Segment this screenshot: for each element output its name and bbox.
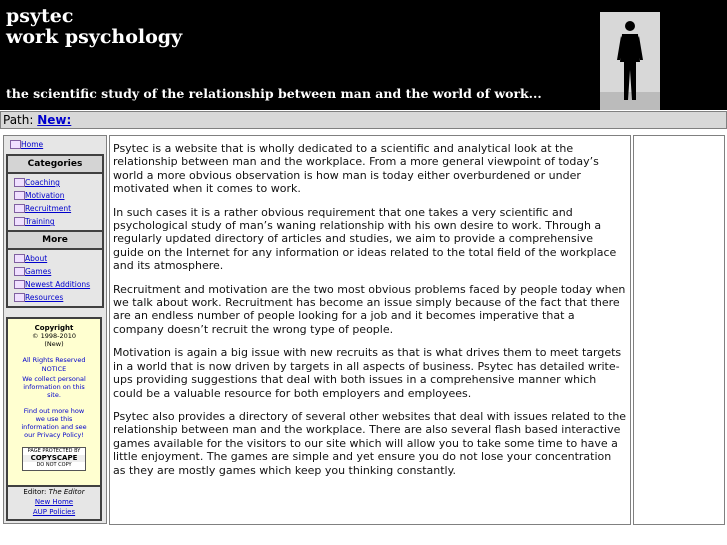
copyright-title: Copyright	[34, 324, 74, 332]
sidebar-item-about[interactable]	[8, 252, 102, 265]
badge-mid-text: COPYSCAPE	[23, 455, 85, 462]
folder-icon	[10, 140, 21, 149]
folder-icon	[14, 217, 25, 226]
editor-label: Editor:	[23, 488, 47, 496]
privacy-line-2[interactable]: Find out more how we use this information and see our Privacy Policy!	[21, 407, 87, 439]
more-list	[6, 250, 104, 308]
folder-icon	[14, 293, 25, 302]
content-paragraph: Recruitment and motivation are the two most obvious problems faced by people today when we talk about work. Recruitment has become an issue simply because of the fact that there are an endless number of people looking for a job and it becomes imperative that a company doesn’t recruit the wrong type of people.	[113, 282, 626, 336]
folder-icon	[14, 254, 25, 263]
sidebar-link[interactable]: About	[25, 254, 48, 263]
tagline: the scientific study of the relationship between man and the world of work...	[6, 86, 542, 101]
header-banner	[0, 0, 727, 110]
copyscape-badge[interactable]	[22, 447, 86, 471]
sidebar-link[interactable]: Recruitment	[25, 204, 72, 213]
editor-line	[8, 487, 100, 497]
doorway-silhouette-image	[600, 12, 660, 110]
site-logo-text[interactable]	[6, 6, 182, 48]
folder-icon	[14, 191, 25, 200]
sidebar-link[interactable]: Games	[25, 267, 52, 276]
notice-label: NOTICE	[41, 365, 67, 373]
badge-bottom-text: DO NOT COPY	[36, 462, 72, 468]
folder-icon	[14, 280, 25, 289]
sidebar-item-home[interactable]	[4, 138, 106, 151]
sidebar-item-training[interactable]	[8, 215, 102, 228]
sidebar-link[interactable]: Motivation	[25, 191, 65, 200]
badge-top-text: PAGE PROTECTED BY	[27, 448, 81, 454]
editor-name: The Editor	[48, 488, 85, 496]
sidebar-item-motivation[interactable]	[8, 189, 102, 202]
more-heading: More	[6, 232, 104, 250]
categories-list	[6, 174, 104, 232]
copyright-notice	[6, 317, 102, 487]
copyright-new: (New)	[44, 340, 64, 348]
sidebar-item-games[interactable]	[8, 265, 102, 278]
sidebar-item-newest-additions[interactable]	[8, 278, 102, 291]
content-paragraph: Motivation is again a big issue with new recruits as that is what drives them to meet targets in a world that is now driven by targets in all aspects of business. Psytec has detailed write-ups providing suggestions that deal with both issues in a comprehensive manner which could be a valuable resource for both employers and employees.	[113, 346, 622, 400]
new-home-link[interactable]: New Home	[34, 498, 74, 506]
breadcrumb-label: Path:	[3, 113, 34, 127]
sidebar-link[interactable]: Resources	[25, 293, 64, 302]
sidebar-link[interactable]: Coaching	[25, 178, 60, 187]
breadcrumb	[0, 111, 727, 129]
sidebar-item-resources[interactable]	[8, 291, 102, 304]
content-paragraph: Psytec is a website that is wholly dedicated to a scientific and analytical look at the relationship between man and the workplace. From a more general viewpoint of today’s world a more obvious observation is how man is today either overburdened or under motivated when it comes to work.	[113, 142, 599, 196]
main-content	[109, 135, 631, 525]
brand-line-1: psytec	[6, 5, 74, 27]
folder-icon	[14, 178, 25, 187]
content-paragraph: In such cases it is a rather obvious requirement that one takes a very scientific and psychological study of man’s waning relationship with his own desire to work. Through a regularly updated directory of articles and studies, we aim to provide a comprehensive guide on the Internet for any information or ideas related to the total field of the workplace and its atmosphere.	[113, 205, 617, 273]
sidebar-link[interactable]: Training	[25, 217, 55, 226]
breadcrumb-link-new[interactable]: New:	[37, 113, 72, 127]
privacy-line-1: We collect personal information on this site.	[22, 375, 86, 399]
sidebar-item-coaching[interactable]	[8, 176, 102, 189]
aup-policies-link[interactable]: AUP Policies	[32, 508, 76, 516]
sidebar-link-home[interactable]: Home	[21, 140, 44, 149]
folder-icon	[14, 204, 25, 213]
categories-heading: Categories	[6, 154, 104, 174]
content-paragraph: Psytec also provides a directory of several other websites that deal with issues related to the relationship between man and the workplace. There are also several flash based interactive games available for the visitors to our site which will allow you to take some time to have a little enjoyment. The games are simple and yet ensure you do not lose your concentration as they are mostly games which keep you thinking constantly.	[113, 409, 627, 477]
sidebar-item-recruitment[interactable]	[8, 202, 102, 215]
folder-icon	[14, 267, 25, 276]
copyright-years: © 1998-2010	[32, 332, 76, 340]
sidebar-link[interactable]: Newest Additions	[25, 280, 91, 289]
rights-reserved: All Rights Reserved	[22, 356, 86, 364]
brand-line-2: work psychology	[6, 26, 183, 48]
right-column	[633, 135, 725, 525]
editor-box	[6, 485, 102, 521]
